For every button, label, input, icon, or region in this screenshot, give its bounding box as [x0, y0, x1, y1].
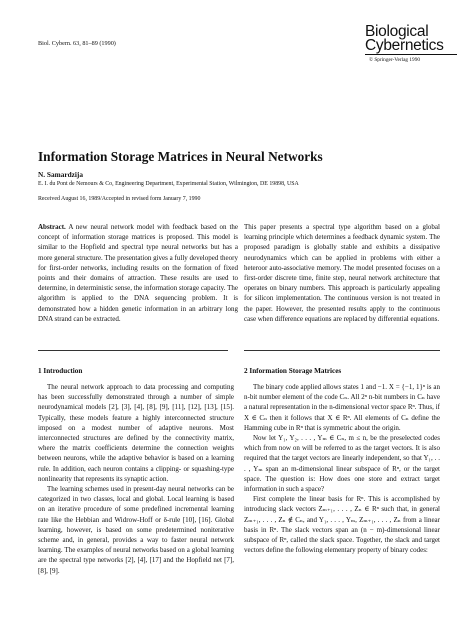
paragraph: The learning schemes used in present-day neural networks can be categorized in two classes, local and global. Local learning is based on an iterative procedure of some predefined incremental learning rate like the Hebbian and Widrow-Hoff or δ-rule [10], [16]. Global learning, however, is based on some predetermined noniterative scheme and, in general, provides a way to faster neural network learning. The examples of neural networks based on a global learning are the spectral type networks [2], [4], [17] and the Hopfield net [7], [8], [9]. — [38, 485, 234, 575]
paper-title: Information Storage Matrices in Neural Networks — [38, 149, 323, 164]
paragraph: The binary code applied allows states 1 and −1. X = {−1, 1}ⁿ is an n-bit number element of the code Cₙ. All 2ⁿ n-bit numbers in Cₙ have a natural representation in the n-dimensional vector space Rⁿ. Thus, if X ∈ Cₙ then it follows that X ∈ Rⁿ. All elements of Cₙ define the Hamming cube in Rⁿ that is symmetric about the origin. — [244, 383, 440, 432]
author-name: N. Samardzija — [38, 170, 83, 179]
body-column-left — [38, 382, 234, 576]
abstract-left — [38, 222, 238, 324]
paragraph: Now let Y₁, Y₂, . . . , Yₘ ∈ Cₙ, m ≤ n, be the preselected codes which from now on will be referred to as the target vectors. It is also required that the target vectors are linearly independent, so that Y₁, . . . , Yₘ span an m-dimensional linear subspace of Rⁿ, or the target space. The question is: How does one store and extract target information in such a space? — [244, 434, 440, 494]
paragraph: First complete the linear basis for Rⁿ. This is accomplished by introducing slack vectors Zₘ₊₁, . . . , Zₙ ∈ Rⁿ such that, in general Zₘ₊₁, . . . , Zₙ ∉ Cₙ, and Y₁, . . . , Yₘ, Zₘ₊₁, . . . , Zₙ from a linear basis in Rⁿ. The slack vectors span an (n − m)-dimensional linear subspace of Rⁿ, called the slack space. Together, the slack and target vectors define the following elementary property of binary codes: — [244, 495, 440, 555]
abstract-label: Abstract. — [38, 223, 66, 231]
section-heading-storage-matrices: 2 Information Storage Matrices — [244, 367, 342, 375]
abstract-text-left: A new neural network model with feedback based on the concept of information storage matrices is proposed. This model is similar to the Hopfield and spectral type neural networks but has a more general structure. The presentation gives a fully developed theory for first-order networks, including results on the formation of fixed points and their domains of attraction. These results are used to determine, in deterministic sense, the information storage capacity. The algorithm is applied to the DNA sequencing problem. It is demonstrated how a hidden genetic information in an arbitrary long DNA strand can be extracted. — [38, 223, 238, 323]
journal-logo — [365, 25, 457, 63]
journal-name-line2: Cybernetics — [365, 36, 444, 54]
abstract-right — [244, 222, 440, 324]
section-divider-right — [244, 350, 440, 351]
section-divider-left — [38, 350, 228, 351]
copyright-notice: © Springer-Verlag 1990 — [369, 57, 420, 64]
author-affiliation: E. I. du Pont de Nemours & Co, Engineering Department, Experimental Station, Wilmington, DE 19898, USA — [38, 181, 299, 187]
received-dates: Received August 16, 1989/Accepted in revised form January 7, 1990 — [38, 196, 201, 202]
paragraph: The neural network approach to data processing and computing has been successfully demonstrated through a number of simple neurodynamical models [2], [3], [4], [8], [9], [11], [12], [13], [15]. Typically, these models feature a highly interconnected structure imposed on a modest number of adaptive neurons. Most interconnected structures are defined by the connectivity matrix, where the matrix coefficients determine the connection weights between neurons, while the adaptive behavior is based on a learning rule. In addition, each neuron contains a clipping- or squashing-type nonlinearity that represents its synaptic action. — [38, 383, 234, 483]
abstract-text-right: This paper presents a spectral type algorithm based on a global learning principle which determines a feedback dynamic system. The proposed paradigm is globally stable and exhibits a dissipative neurodynamics which can be applied in problems with either a heteroor auto-associative memory. The model presented focuses on a first-order discrete time, finite step, neural network architecture that operates on binary numbers. This approach is particularly appealing for silicon implementation. The continuous version is not treated in the paper. However, the presented results apply to the continuous case when difference equations are replaced by differential equations. — [244, 223, 440, 323]
section-heading-introduction: 1 Introduction — [38, 367, 83, 375]
journal-rule — [365, 54, 457, 55]
body-column-right — [244, 382, 440, 555]
journal-citation: Biol. Cybern. 63, 81–89 (1990) — [38, 40, 116, 47]
journal-name-line1: Biological — [365, 23, 429, 40]
